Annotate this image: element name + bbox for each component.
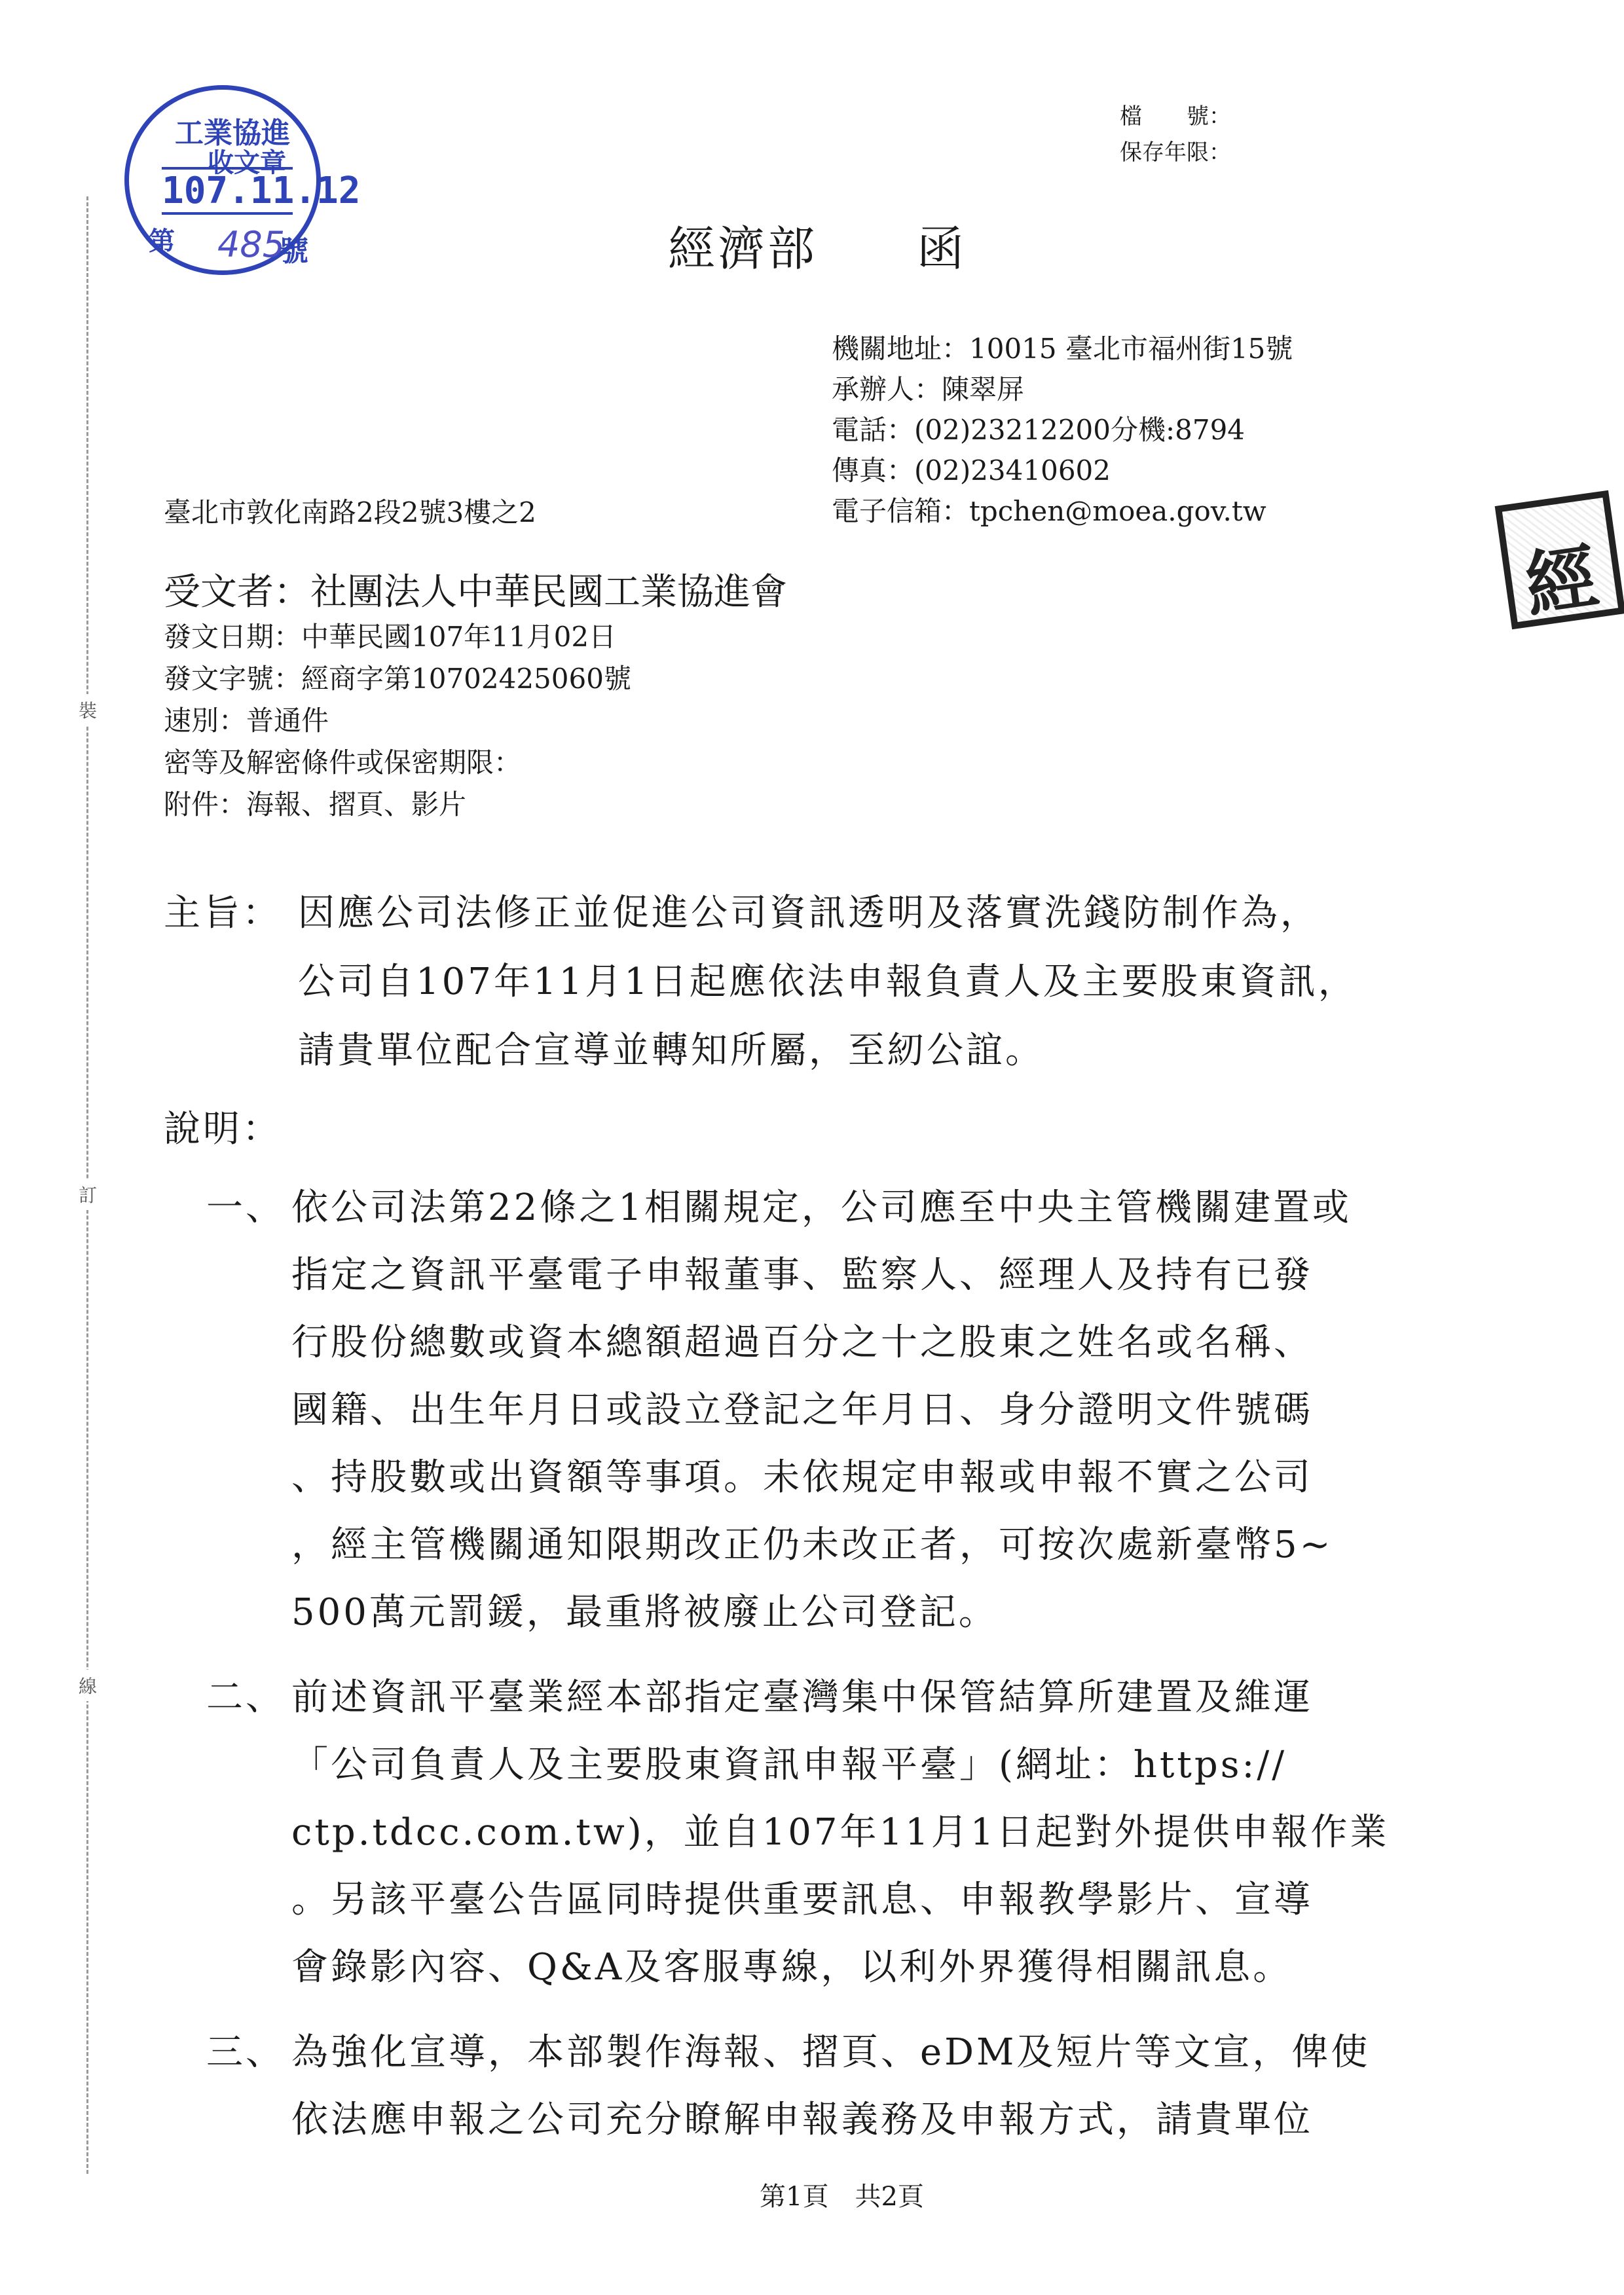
item-1-line: 國籍、出生年月日或設立登記之年月日、身分證明文件號碼 (291, 1389, 1313, 1431)
handler-name: 承辦人：陳翠屏 (832, 373, 1025, 405)
description-label: 說明： (164, 1108, 282, 1150)
page-number: 第1頁 共2頁 (760, 2182, 924, 2212)
stamp-di-text: 第 (149, 226, 175, 257)
email-address: 電子信箱：tpchen@moea.gov.tw (832, 495, 1266, 527)
file-number-label: 檔 號： (1120, 103, 1231, 130)
subject-line: 公司自107年11月1日起應依法申報負責人及主要股東資訊， (298, 961, 1357, 1003)
item-1-line: 指定之資訊平臺電子申報董事、監察人、經理人及持有已發 (291, 1254, 1313, 1296)
reference-number: 發文字號：經商字第10702425060號 (164, 663, 631, 695)
item-3-line: 為強化宣導，本部製作海報、摺頁、eDM及短片等文宣，俾使 (291, 2031, 1371, 2074)
item-1-line: 500萬元罰鍰，最重將被廢止公司登記。 (291, 1591, 998, 1634)
item-number-2: 二、 (206, 1676, 285, 1719)
receipt-stamp (124, 85, 361, 275)
binding-char-xian: 線 (79, 1670, 97, 1701)
recipient-address: 臺北市敦化南路2段2號3樓之2 (164, 496, 536, 528)
subject-label: 主旨： (164, 892, 282, 934)
item-2-line: 前述資訊平臺業經本部指定臺灣集中保管結算所建置及維運 (291, 1676, 1313, 1719)
document-title: 經濟部 函 (668, 221, 967, 276)
fax-number: 傳真：(02)23410602 (832, 454, 1111, 487)
item-1-line: 行股份總數或資本總額超過百分之十之股東之姓名或名稱、 (291, 1321, 1313, 1364)
item-2-line: 會錄影內容、Q&A及客服專線，以利外界獲得相關訊息。 (291, 1946, 1293, 1989)
item-2-line: ctp.tdcc.com.tw)，並自107年11月1日起對外提供申報作業 (291, 1811, 1390, 1854)
subject-line: 請貴單位配合宣導並轉知所屬，至紉公誼。 (298, 1029, 1044, 1072)
issue-date: 發文日期：中華民國107年11月02日 (164, 621, 617, 653)
item-2-line: 。另該平臺公告區同時提供重要訊息、申報教學影片、宣導 (291, 1879, 1313, 1921)
stamp-hao-text: 號 (280, 234, 308, 268)
item-1-line: 依公司法第22條之1相關規定，公司應至中央主管機關建置或 (291, 1186, 1352, 1229)
attachments: 附件：海報、摺頁、影片 (164, 788, 467, 820)
item-1-line: ，經主管機關通知限期改正仍未改正者，可按次處新臺幣5~ (291, 1524, 1333, 1566)
subject-line: 因應公司法修正並促進公司資訊透明及落實洗錢防制作為， (298, 892, 1320, 934)
delivery-speed: 速別：普通件 (164, 705, 329, 737)
item-3-line: 依法應申報之公司充分瞭解申報義務及申報方式，請貴單位 (291, 2099, 1313, 2141)
stamp-date: 107.11.12 (162, 167, 293, 215)
seal-text: 經 (1520, 534, 1603, 629)
item-number-1: 一、 (206, 1186, 285, 1229)
item-number-3: 三、 (206, 2031, 285, 2074)
binding-char-ding: 訂 (79, 1179, 97, 1210)
binding-char-zhuang: 裝 (79, 694, 97, 725)
stamp-handwritten-number: 485 (217, 224, 286, 265)
secrecy-level: 密等及解密條件或保密期限： (164, 746, 522, 779)
stamp-org-text: 工業協進 (175, 117, 290, 150)
phone-number: 電話：(02)23212200分機:8794 (832, 414, 1246, 446)
item-2-line: 「公司負責人及主要股東資訊申報平臺」(網址：https:// (291, 1744, 1287, 1786)
item-1-line: 、持股數或出資額等事項。未依規定申報或申報不實之公司 (291, 1456, 1313, 1499)
agency-address: 機關地址：10015 臺北市福州街15號 (832, 333, 1293, 365)
ministry-seal (1495, 490, 1624, 630)
retention-period-label: 保存年限： (1120, 139, 1231, 166)
receiver: 受文者：社團法人中華民國工業協進會 (164, 571, 787, 614)
stamp-receipt-text: 收文章 (208, 147, 286, 178)
